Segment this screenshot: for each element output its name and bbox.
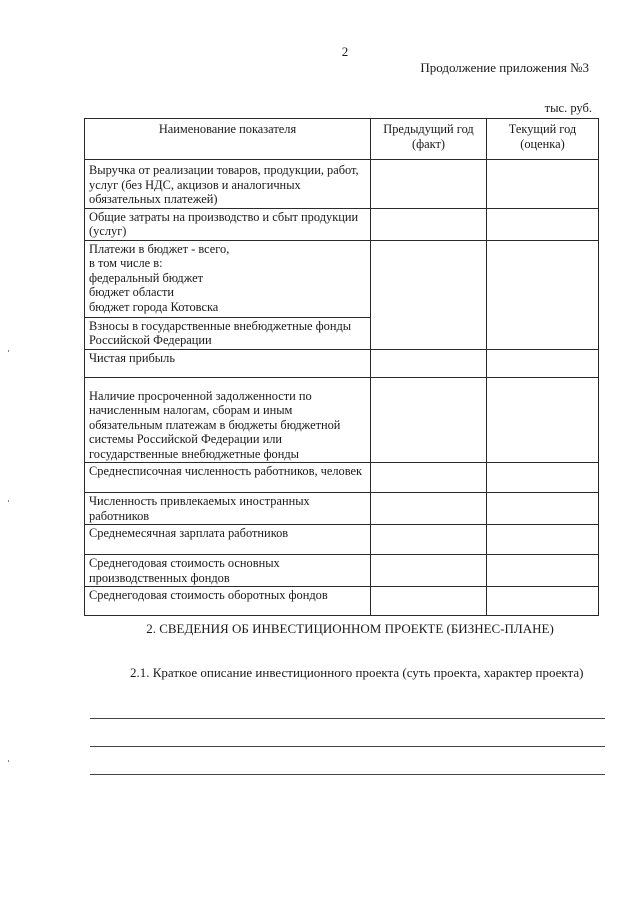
- table-row: [85, 555, 599, 587]
- answer-line: [90, 774, 605, 775]
- scan-margin-mark: [8, 760, 9, 762]
- answer-line: [90, 746, 605, 747]
- current-year-cell: [487, 463, 599, 493]
- table-header-row: [85, 119, 599, 160]
- previous-year-cell: [371, 349, 487, 377]
- current-year-cell: [487, 493, 599, 525]
- previous-year-cell: [371, 208, 487, 240]
- previous-year-cell: [371, 463, 487, 493]
- page-number: 2: [341, 44, 349, 59]
- current-year-cell: [487, 208, 599, 240]
- indicator-label: Численность привлекаемых иностранных работников: [85, 493, 371, 525]
- previous-year-cell: [371, 525, 487, 555]
- table-row: [85, 493, 599, 525]
- table-row: [85, 377, 599, 463]
- indicator-label: Среднегодовая стоимость оборотных фондов: [85, 587, 371, 616]
- section-2-heading: 2. СВЕДЕНИЯ ОБ ИНВЕСТИЦИОННОМ ПРОЕКТЕ (БИЗНЕС-ПЛАНЕ): [146, 621, 554, 636]
- subsection-2-1-title: 2.1. Краткое описание инвестиционного проекта (суть проекта, характер проекта): [130, 665, 584, 680]
- previous-year-cell: [371, 240, 487, 349]
- previous-year-cell: [371, 377, 487, 463]
- current-year-cell: [487, 349, 599, 377]
- appendix-continuation-note: Продолжение приложения №3: [420, 60, 589, 75]
- previous-year-cell: [371, 493, 487, 525]
- scan-margin-mark: [8, 500, 9, 502]
- indicator-label: Наличие просроченной задолженности по начисленным налогам, сборам и иным обязательным платежам в бюджеты бюджетной системы Российской Федерации или государственные внебюджетные фонды: [85, 377, 371, 463]
- current-year-cell: [487, 587, 599, 616]
- indicator-label: Общие затраты на производство и сбыт продукции (услуг): [85, 208, 371, 240]
- scan-margin-mark: [8, 350, 9, 352]
- table-row: [85, 349, 599, 377]
- table-row: [85, 587, 599, 616]
- indicator-label: Платежи в бюджет - всего, в том числе в: федеральный бюджет бюджет области бюджет города Котовска: [85, 240, 371, 317]
- table-row: [85, 240, 599, 317]
- indicator-label: Чистая прибыль: [85, 349, 371, 377]
- current-year-cell: [487, 555, 599, 587]
- current-year-cell: [487, 160, 599, 209]
- current-year-cell: [487, 377, 599, 463]
- previous-year-cell: [371, 587, 487, 616]
- currency-units-label: тыс. руб.: [544, 101, 592, 115]
- column-header-current-year: Текущий год (оценка): [487, 119, 599, 160]
- column-header-indicator: Наименование показателя: [85, 119, 371, 160]
- indicator-label: Среднемесячная зарплата работников: [85, 525, 371, 555]
- previous-year-cell: [371, 555, 487, 587]
- table-row: [85, 160, 599, 209]
- current-year-cell: [487, 525, 599, 555]
- indicator-label: Взносы в государственные внебюджетные фонды Российской Федерации: [85, 317, 371, 349]
- indicator-label: Выручка от реализации товаров, продукции, работ, услуг (без НДС, акцизов и аналогичных обязательных платежей): [85, 160, 371, 209]
- current-year-cell: [487, 240, 599, 349]
- answer-line: [90, 718, 605, 719]
- indicator-label: Среднесписочная численность работников, человек: [85, 463, 371, 493]
- table-row: [85, 208, 599, 240]
- table-row: [85, 463, 599, 493]
- table-row: [85, 525, 599, 555]
- indicator-label: Среднегодовая стоимость основных производственных фондов: [85, 555, 371, 587]
- financial-indicators-table: [84, 118, 599, 616]
- column-header-previous-year: Предыдущий год (факт): [371, 119, 487, 160]
- previous-year-cell: [371, 160, 487, 209]
